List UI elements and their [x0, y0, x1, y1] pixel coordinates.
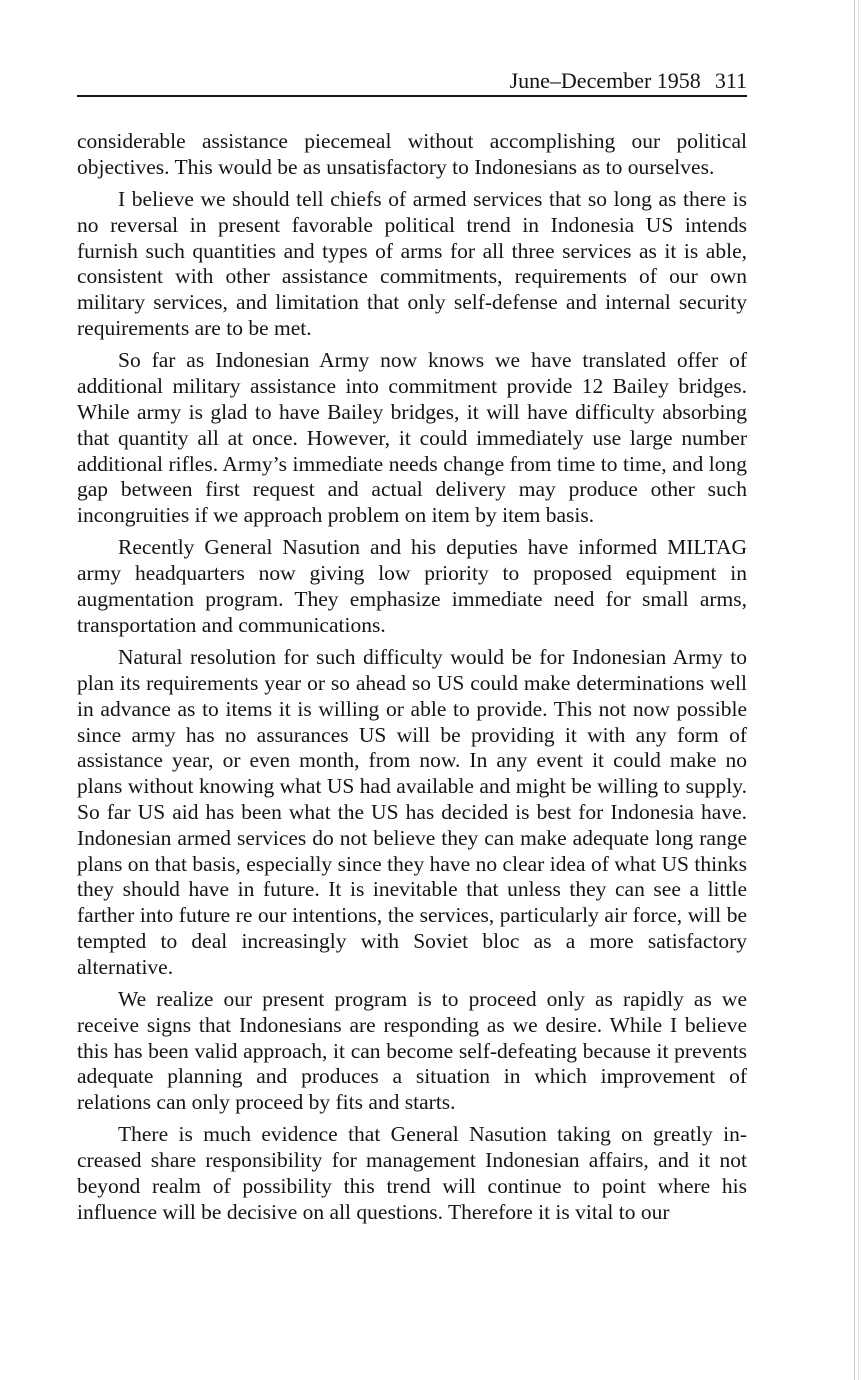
- page-edge-line: [854, 0, 855, 1380]
- paragraph: Recently General Nasution and his deputies have informed MILTAG army headquarters now giving low priority to proposed equipment in augmentation program. They emphasize immediate need for small arms, transportation and communications.: [77, 535, 747, 637]
- paragraph: There is much evidence that General Nasution taking on greatly increased share responsibility for management Indonesian affairs, and it not beyond realm of possibility this trend will continue to point where his influence will be decisive on all questions. Therefore it is vital to our: [77, 1122, 747, 1224]
- paragraph: Natural resolution for such difficulty would be for Indonesian Army to plan its requirements year or so ahead so US could make determinations well in advance as to items it is willing or able to provide. This not now possible since army has no assurances US will be providing it with any form of assistance year, or even month, from now. In any event it could make no plans without knowing what US had available and might be willing to supply. So far US aid has been what the US has decided is best for Indonesia have. Indonesian armed services do not believe they can make adequate long range plans on that basis, especially since they have no clear idea of what US thinks they should have in future. It is inevitable that unless they can see a little farther into future re our intentions, the services, particularly air force, will be tempted to deal increasingly with Soviet bloc as a more satisfactory alternative.: [77, 645, 747, 979]
- body-text: [77, 129, 747, 1232]
- paragraph-continued: considerable assistance piecemeal without accomplishing our political objectives. This would be as unsatisfactory to Indonesians as to ourselves.: [77, 129, 747, 179]
- page-edge-line-outer: [858, 0, 859, 1380]
- paragraph: I believe we should tell chiefs of armed services that so long as there is no reversal in present favorable political trend in Indonesia US intends furnish such quantities and types of arms for all three services as it is able, consistent with other assistance commitments, requirements of our own military services, and limitation that only self-defense and internal security requirements are to be met.: [77, 187, 747, 341]
- running-head-section: June–December 1958: [509, 68, 701, 93]
- header-rule: [77, 95, 747, 97]
- paragraph: So far as Indonesian Army now knows we have translated offer of additional military assistance into commitment provide 12 Bailey bridges. While army is glad to have Bailey bridges, it will have difficulty absorbing that quantity all at once. However, it could immediately use large number additional rifles. Army’s immediate needs change from time to time, and long gap between first request and actual delivery may produce other such incongruities if we approach problem on item by item basis.: [77, 348, 747, 528]
- page-number: 311: [714, 68, 747, 93]
- paragraph: We realize our present program is to proceed only as rapidly as we receive signs that Indonesians are responding as we desire. While I believe this has been valid approach, it can become self-defeating because it prevents adequate planning and produces a situation in which improvement of relations can only proceed by fits and starts.: [77, 987, 747, 1115]
- running-head: [77, 66, 747, 96]
